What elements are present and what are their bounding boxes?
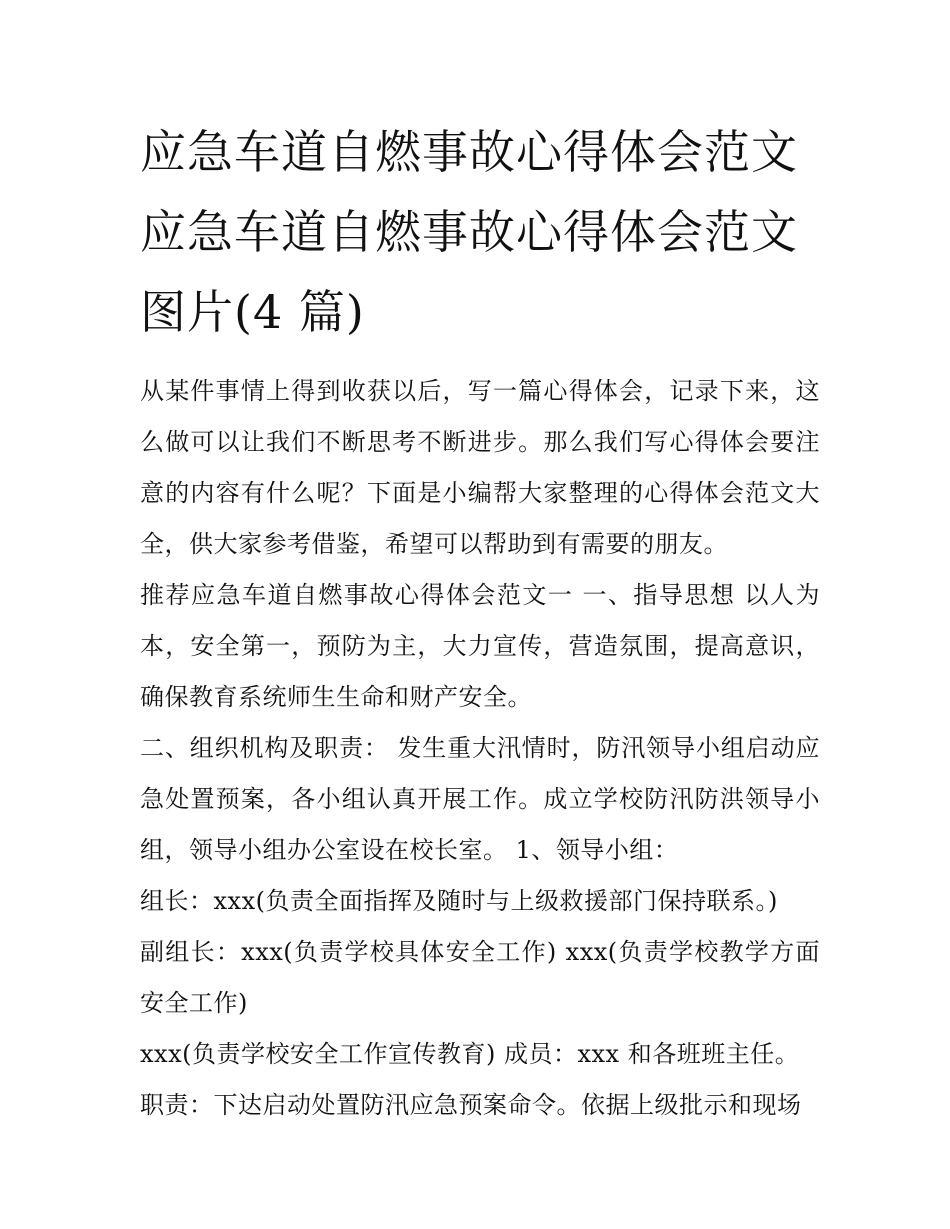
paragraph-leader: 组长：xxx(负责全面指挥及随时与上级救援部门保持联系。) (140, 887, 778, 915)
paragraph-organization: 二、组织机构及职责： 发生重大汛情时，防汛领导小组启动应急处置预案，各小组认真开展工作。成立学校防汛防洪领导小组，领导小组办公室设在校长室。 1、领导小组： (140, 734, 820, 864)
paragraph-guiding-thought: 推荐应急车道自燃事故心得体会范文一 一、指导思想 以人为本，安全第一，预防为主，大力宣传，营造氛围，提高意识，确保教育系统师生生命和财产安全。 (140, 581, 820, 711)
paragraph-duties: 职责：下达启动处置防汛应急预案命令。依据上级批示和现场 (140, 1091, 802, 1119)
document-title: 应急车道自燃事故心得体会范文 应急车道自燃事故心得体会范文图片(4 篇) (140, 125, 798, 339)
paragraph-intro: 从某件事情上得到收获以后，写一篇心得体会，记录下来，这么做可以让我们不断思考不断进步。那么我们写心得体会要注意的内容有什么呢？下面是小编帮大家整理的心得体会范文大全，供大家参考借鉴，希望可以帮助到有需要的朋友。 (140, 377, 820, 558)
document-body (140, 366, 820, 1131)
paragraph-deputy-leader: 副组长：xxx(负责学校具体安全工作) xxx(负责学校教学方面安全工作) (140, 938, 820, 1017)
document-page (140, 112, 820, 1131)
paragraph-members: xxx(负责学校安全工作宣传教育) 成员：xxx 和各班班主任。 (140, 1040, 800, 1068)
